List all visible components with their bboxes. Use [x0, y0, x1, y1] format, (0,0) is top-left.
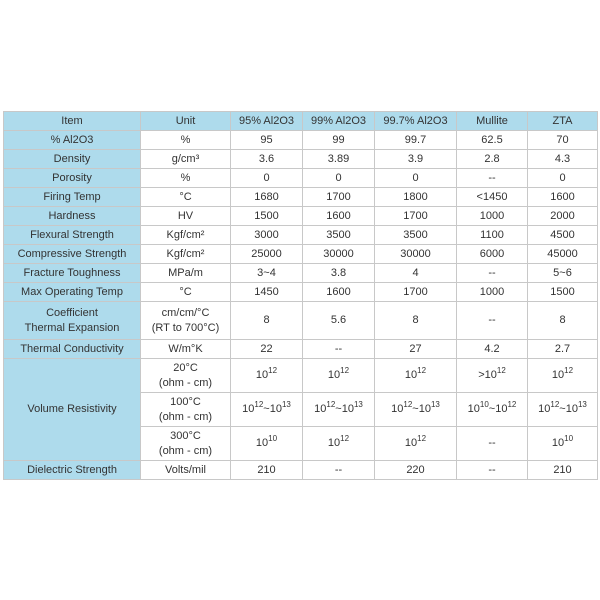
table-row — [4, 283, 598, 302]
value-base: 10 — [255, 437, 269, 449]
value-range-tilde: ~ — [412, 403, 419, 415]
value-cell: 0 — [231, 169, 303, 188]
value-cell: 4.2 — [457, 340, 528, 359]
column-header-mullite: Mullite — [457, 112, 528, 131]
row-unit-line: (RT to 700°C) — [151, 321, 220, 334]
value-range-tilde: ~ — [488, 403, 496, 415]
value-exponent: 12 — [550, 400, 560, 409]
row-label: Density — [4, 150, 141, 169]
table-row — [4, 150, 598, 169]
value-cell: 1600 — [303, 283, 375, 302]
value-base: 10 — [467, 403, 480, 415]
column-header-item: Item — [4, 112, 141, 131]
value-base: 10 — [242, 403, 255, 415]
value-cell: 1700 — [375, 283, 457, 302]
value-cell — [303, 359, 375, 393]
value-cell: 62.5 — [457, 131, 528, 150]
row-unit-line: cm/cm/°C — [161, 306, 210, 319]
temperature-label: 20°C — [173, 361, 198, 374]
value-cell: 25000 — [231, 245, 303, 264]
value-base: 10 — [391, 403, 404, 415]
value-cell: 8 — [231, 302, 303, 340]
row-label: Porosity — [4, 169, 141, 188]
value-cell: -- — [303, 461, 375, 480]
table-row — [4, 245, 598, 264]
value-base: 10 — [255, 369, 269, 381]
value-exponent: 13 — [281, 400, 291, 409]
value-base: 10 — [404, 369, 418, 381]
resistivity-unit: (ohm - cm) — [158, 444, 213, 457]
value-cell: 0 — [375, 169, 457, 188]
table-row-dielectric-strength — [4, 461, 598, 480]
value-base: 10 — [565, 403, 578, 415]
value-cell: 210 — [231, 461, 303, 480]
value-exponent: 13 — [430, 400, 440, 409]
value-cell: 1700 — [375, 207, 457, 226]
table-row — [4, 264, 598, 283]
value-cell: 30000 — [375, 245, 457, 264]
value-cell: 27 — [375, 340, 457, 359]
value-cell: 3.89 — [303, 150, 375, 169]
table-row — [4, 188, 598, 207]
value-cell — [457, 427, 528, 461]
table-body — [4, 131, 598, 480]
value-exponent: 13 — [577, 400, 587, 409]
value-cell: 220 — [375, 461, 457, 480]
row-unit: °C — [141, 188, 231, 207]
value-cell: -- — [303, 340, 375, 359]
value-exponent: 12 — [417, 366, 427, 375]
value-exponent: 12 — [403, 400, 413, 409]
ceramic-properties-table-container — [3, 111, 597, 480]
row-label: Thermal Conductivity — [4, 340, 141, 359]
value-cell — [231, 393, 303, 427]
value-cell: 8 — [528, 302, 598, 340]
value-cell — [457, 359, 528, 393]
value-cell — [231, 359, 303, 393]
row-unit: HV — [141, 207, 231, 226]
value-cell: 2.7 — [528, 340, 598, 359]
row-unit: % — [141, 169, 231, 188]
row-unit: MPa/m — [141, 264, 231, 283]
value-cell: -- — [457, 461, 528, 480]
value-cell — [528, 427, 598, 461]
value-cell: 5.6 — [303, 302, 375, 340]
value-base: 10 — [538, 403, 551, 415]
row-label: Volume Resistivity — [4, 359, 141, 461]
column-header-unit: Unit — [141, 112, 231, 131]
resistivity-unit: (ohm - cm) — [158, 410, 213, 423]
value-cell: 3500 — [303, 226, 375, 245]
value-cell: 5~6 — [528, 264, 598, 283]
value-cell: 95 — [231, 131, 303, 150]
value-cell: 99 — [303, 131, 375, 150]
row-label: Hardness — [4, 207, 141, 226]
row-unit: Kgf/cm² — [141, 226, 231, 245]
value-exponent: 12 — [417, 434, 427, 443]
value-cell: 8 — [375, 302, 457, 340]
row-unit: g/cm³ — [141, 150, 231, 169]
row-unit: °C — [141, 283, 231, 302]
table-row-thermal-conductivity — [4, 340, 598, 359]
value-cell — [231, 427, 303, 461]
value-cell: -- — [457, 169, 528, 188]
value-cell: 4 — [375, 264, 457, 283]
table-row-volume-resistivity — [4, 359, 598, 393]
column-header-zta: ZTA — [528, 112, 598, 131]
value-base: 10 — [495, 403, 508, 415]
value-cell: 1600 — [528, 188, 598, 207]
value-cell: -- — [457, 302, 528, 340]
value-cell: -- — [457, 264, 528, 283]
row-unit: Volts/mil — [141, 461, 231, 480]
value-base: 10 — [341, 403, 354, 415]
value-exponent: 10 — [479, 400, 489, 409]
value-exponent: 10 — [564, 434, 574, 443]
row-unit — [141, 302, 231, 340]
value-base: 10 — [418, 403, 431, 415]
value-cell: 1000 — [457, 207, 528, 226]
value-base: 10 — [327, 369, 341, 381]
column-header-99-al2o3: 99% Al2O3 — [303, 112, 375, 131]
table-row — [4, 226, 598, 245]
value-cell: 1800 — [375, 188, 457, 207]
row-unit: W/m°K — [141, 340, 231, 359]
row-label-line: Coefficient — [46, 306, 98, 319]
table-row — [4, 131, 598, 150]
resistivity-unit: (ohm - cm) — [158, 376, 213, 389]
value-base: 10 — [269, 403, 282, 415]
row-unit — [141, 427, 231, 461]
value-exponent: 12 — [340, 434, 350, 443]
value-cell: 6000 — [457, 245, 528, 264]
value-cell: 1100 — [457, 226, 528, 245]
value-cell: 3.6 — [231, 150, 303, 169]
value-cell — [303, 427, 375, 461]
value-exponent: 10 — [268, 434, 278, 443]
header-row — [4, 112, 598, 131]
table-row — [4, 207, 598, 226]
row-label: Flexural Strength — [4, 226, 141, 245]
value-range-tilde: ~ — [335, 403, 342, 415]
value-exponent: 12 — [268, 366, 278, 375]
value-cell: 2000 — [528, 207, 598, 226]
value-cell: 2.8 — [457, 150, 528, 169]
value-base: 10 — [484, 369, 497, 381]
value-cell — [375, 393, 457, 427]
value-cell: 99.7 — [375, 131, 457, 150]
value-exponent: 12 — [564, 366, 574, 375]
column-header-95-al2o3: 95% Al2O3 — [231, 112, 303, 131]
row-label: Fracture Toughness — [4, 264, 141, 283]
value-exponent: 12 — [340, 366, 350, 375]
row-unit — [141, 359, 231, 393]
value-prefix: > — [478, 369, 485, 381]
value-base: 10 — [551, 369, 565, 381]
value-cell: 1450 — [231, 283, 303, 302]
value-exponent: 12 — [326, 400, 336, 409]
value-cell: 1500 — [528, 283, 598, 302]
value-exponent: 12 — [254, 400, 264, 409]
value-cell: 30000 — [303, 245, 375, 264]
value-cell — [375, 359, 457, 393]
value-cell: 3.9 — [375, 150, 457, 169]
row-unit — [141, 393, 231, 427]
value-base: 10 — [404, 437, 418, 449]
value-base: 10 — [314, 403, 327, 415]
value-cell: 1700 — [303, 188, 375, 207]
value-cell: 70 — [528, 131, 598, 150]
value-cell — [375, 427, 457, 461]
value-cell — [528, 359, 598, 393]
value-cell: 1680 — [231, 188, 303, 207]
value-cell: 1000 — [457, 283, 528, 302]
row-unit: Kgf/cm² — [141, 245, 231, 264]
value-prefix: -- — [488, 437, 496, 449]
value-range-tilde: ~ — [559, 403, 566, 415]
table-header — [4, 112, 598, 131]
value-cell: 3~4 — [231, 264, 303, 283]
row-unit: % — [141, 131, 231, 150]
value-base: 10 — [327, 437, 341, 449]
row-label — [4, 302, 141, 340]
value-cell: 3500 — [375, 226, 457, 245]
value-cell: 1600 — [303, 207, 375, 226]
value-exponent: 12 — [507, 400, 517, 409]
value-cell: <1450 — [457, 188, 528, 207]
value-cell: 1500 — [231, 207, 303, 226]
table-row-thermal-expansion — [4, 302, 598, 340]
temperature-label: 100°C — [170, 395, 201, 408]
row-label: Compressive Strength — [4, 245, 141, 264]
row-label-line: Thermal Expansion — [24, 321, 120, 334]
value-cell: 3.8 — [303, 264, 375, 283]
value-range-tilde: ~ — [263, 403, 270, 415]
row-label: Firing Temp — [4, 188, 141, 207]
value-cell: 3000 — [231, 226, 303, 245]
value-base: 10 — [551, 437, 565, 449]
value-exponent: 13 — [353, 400, 363, 409]
value-cell — [457, 393, 528, 427]
value-cell: 210 — [528, 461, 598, 480]
temperature-label: 300°C — [170, 429, 201, 442]
table-row — [4, 169, 598, 188]
value-cell: 45000 — [528, 245, 598, 264]
value-cell: 4.3 — [528, 150, 598, 169]
column-header-99-7-al2o3: 99.7% Al2O3 — [375, 112, 457, 131]
value-cell — [303, 393, 375, 427]
ceramic-properties-table — [3, 111, 598, 480]
value-cell: 0 — [303, 169, 375, 188]
value-exponent: 12 — [496, 366, 506, 375]
value-cell: 22 — [231, 340, 303, 359]
value-cell: 4500 — [528, 226, 598, 245]
row-label: Max Operating Temp — [4, 283, 141, 302]
value-cell: 0 — [528, 169, 598, 188]
row-label: Dielectric Strength — [4, 461, 141, 480]
row-label: % Al2O3 — [4, 131, 141, 150]
value-cell — [528, 393, 598, 427]
